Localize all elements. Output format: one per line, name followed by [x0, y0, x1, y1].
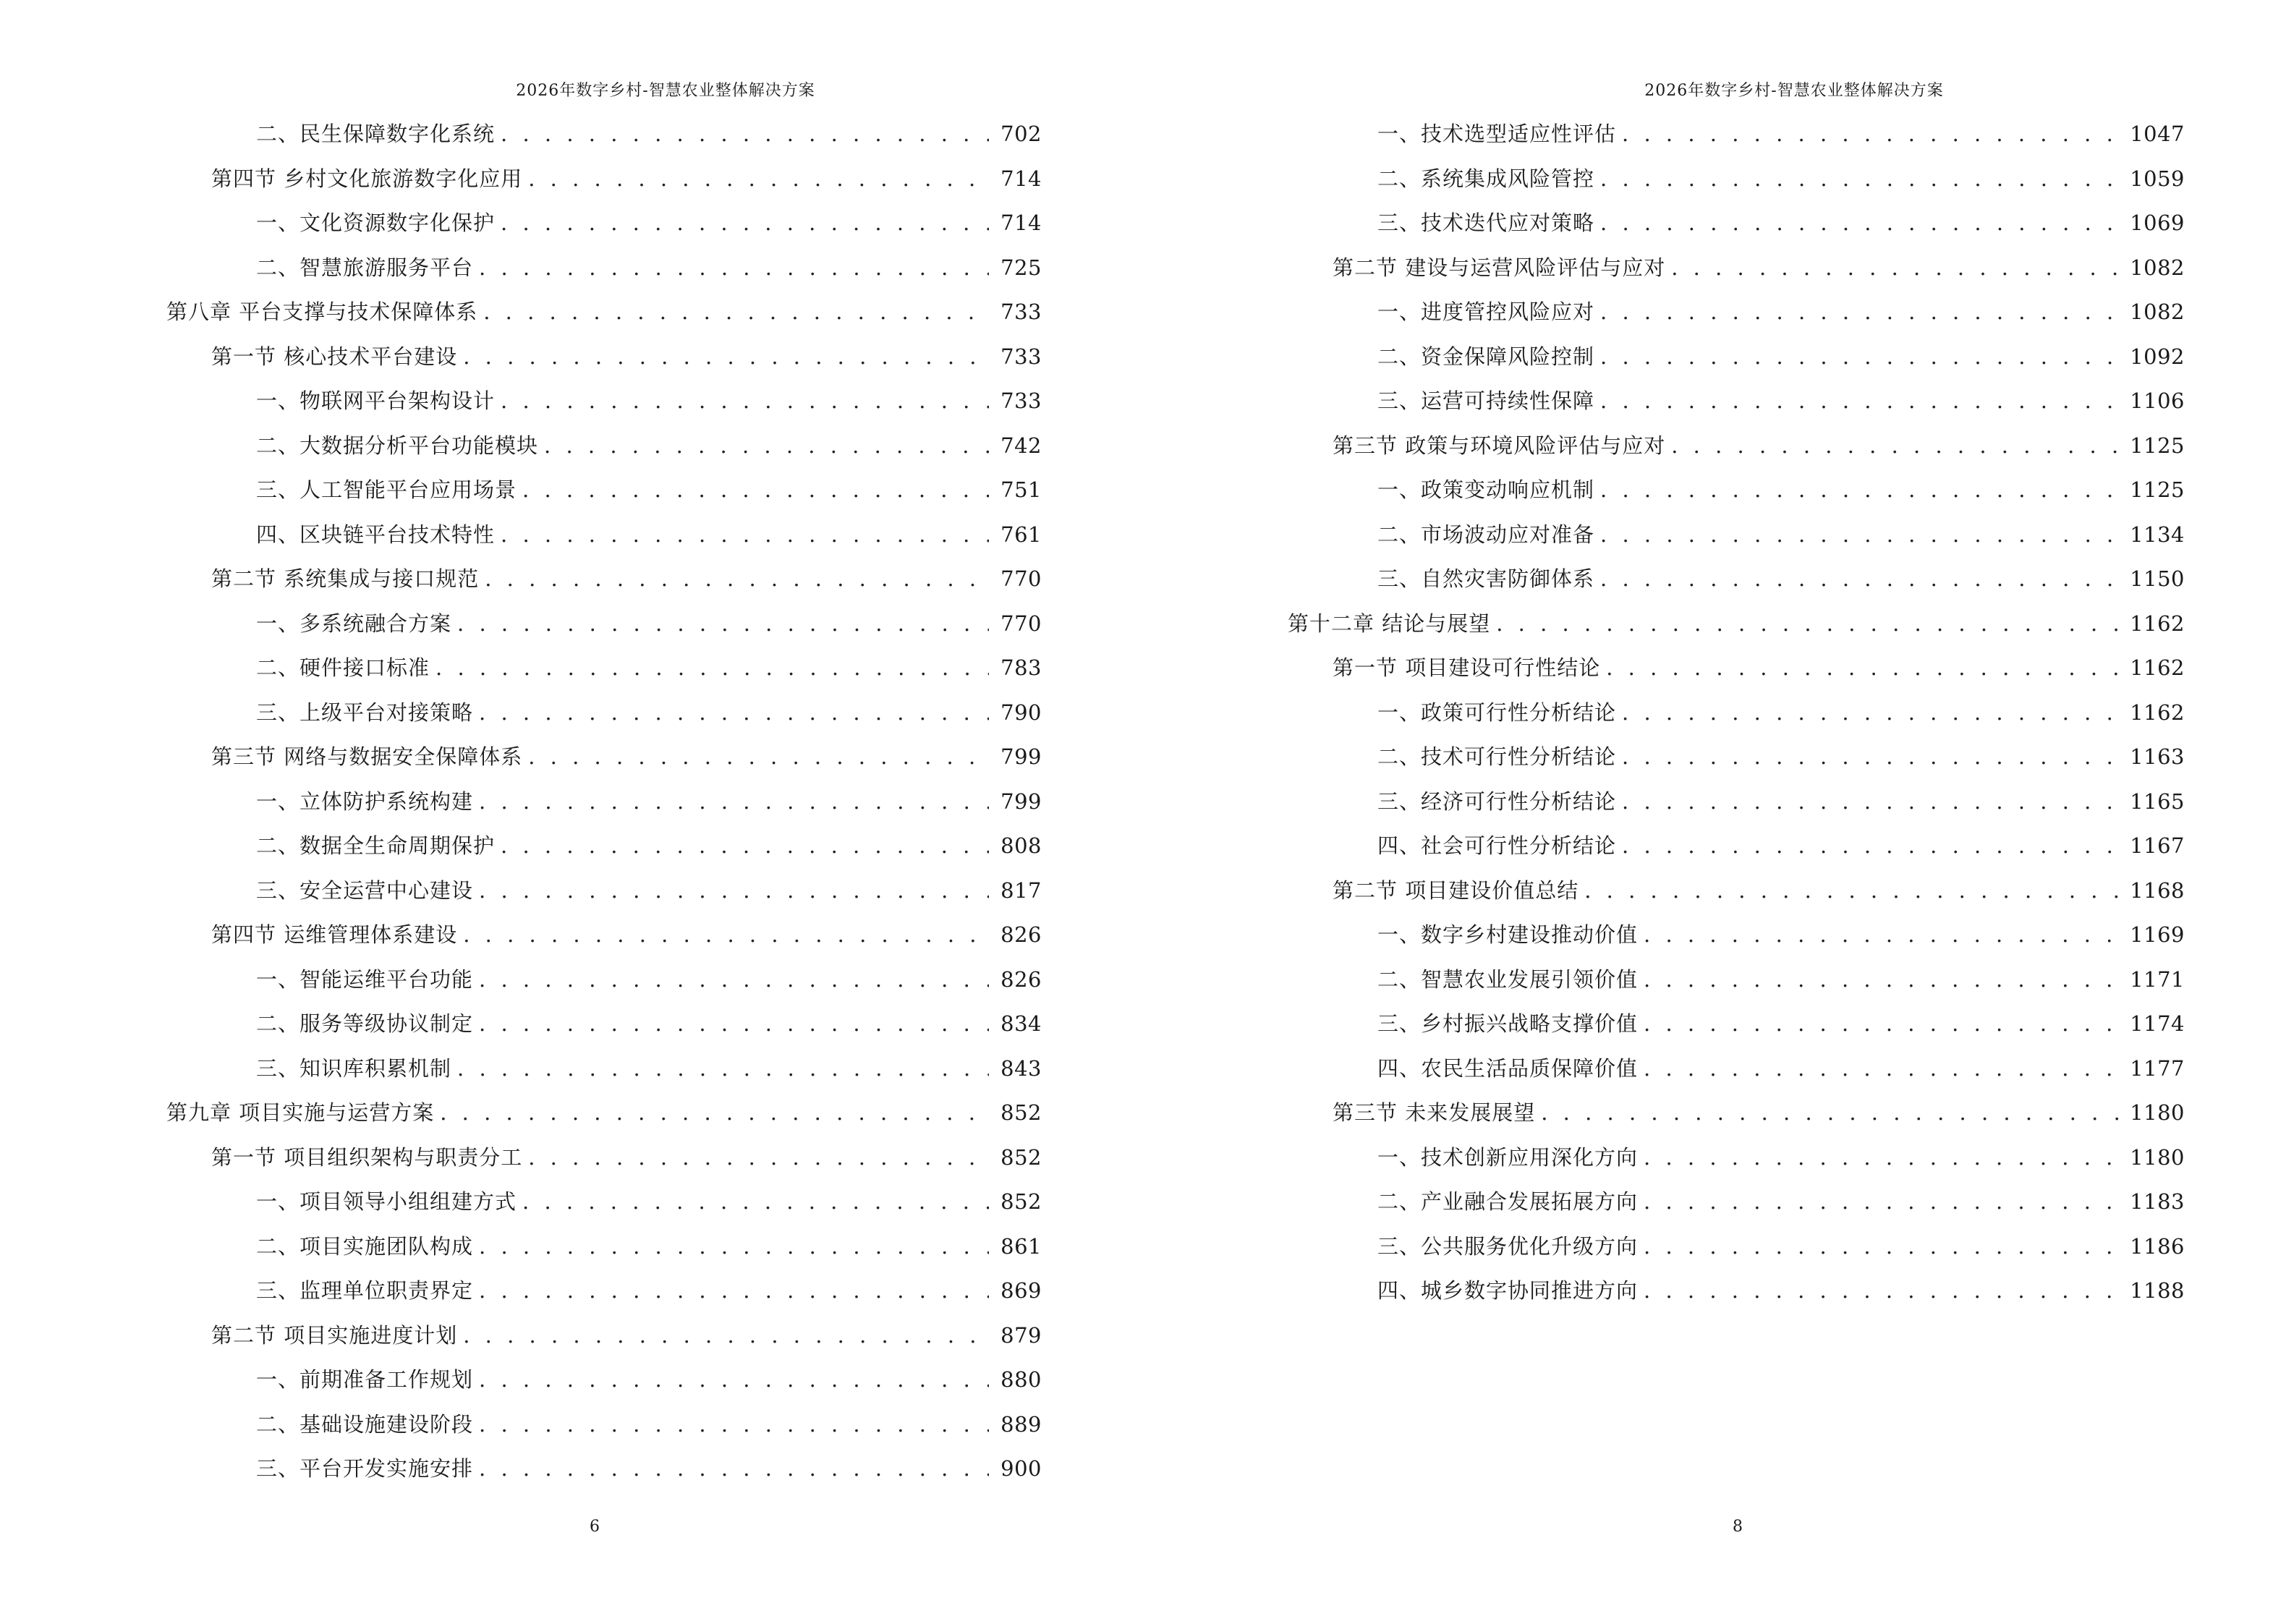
toc-entry-section[interactable]: [0, 917, 1042, 961]
toc-entry-page-number: 714: [1000, 166, 1042, 191]
dot-leader: [1644, 1228, 2118, 1264]
dot-leader: [440, 1094, 989, 1131]
toc-entry-item[interactable]: [1143, 205, 2185, 250]
toc-entry-page-number: 1150: [2130, 566, 2185, 591]
dot-leader: [1622, 828, 2118, 864]
toc-entry-title: 第八章 平台支撑与技术保障体系: [166, 299, 478, 324]
toc-entry-title: 三、经济可行性分析结论: [1377, 788, 1617, 814]
toc-entry-item[interactable]: [0, 428, 1042, 472]
toc-entry-page-number: 1082: [2130, 255, 2185, 280]
toc-entry-title: 二、服务等级协议制定: [256, 1011, 474, 1036]
toc-entry-section[interactable]: [1143, 428, 2185, 472]
dot-leader: [435, 650, 989, 686]
toc-entry-page-number: 1162: [2130, 655, 2185, 680]
toc-entry-page-number: 826: [1000, 922, 1042, 947]
toc-entry-page-number: 751: [1000, 477, 1042, 502]
toc-entry-page-number: 1134: [2130, 522, 2185, 547]
toc-entry-page-number: 1162: [2130, 611, 2185, 636]
running-header: 2026年数字乡村-智慧农业整体解决方案: [516, 82, 815, 100]
toc-entry-title: 一、智能运维平台功能: [256, 966, 474, 992]
toc-entry-item[interactable]: [0, 472, 1042, 516]
toc-entry-title: 三、人工智能平台应用场景: [256, 477, 517, 502]
dot-leader: [479, 1361, 989, 1398]
toc-entry-page-number: 1162: [2130, 700, 2185, 725]
toc-entry-item[interactable]: [1143, 472, 2185, 516]
dot-leader: [528, 1139, 989, 1176]
toc-entry-item[interactable]: [1143, 917, 2185, 961]
toc-entry-title: 第九章 项目实施与运营方案: [166, 1100, 435, 1125]
toc-entry-page-number: 1177: [2130, 1055, 2185, 1081]
toc-entry-title: 第四节 乡村文化旅游数字化应用: [211, 166, 523, 191]
dot-leader: [479, 1006, 989, 1042]
toc-entry-page-number: 761: [1000, 522, 1042, 547]
toc-entry-page-number: 852: [1000, 1144, 1042, 1170]
running-header: 2026年数字乡村-智慧农业整体解决方案: [1644, 82, 1944, 100]
toc-entry-title: 二、基础设施建设阶段: [256, 1411, 474, 1437]
toc-entry-title: 四、农民生活品质保障价值: [1377, 1055, 1639, 1081]
toc-entry-item[interactable]: [0, 694, 1042, 739]
dot-leader: [1600, 161, 2118, 197]
dot-leader: [522, 472, 989, 508]
toc-entry-title: 二、系统集成风险管控: [1377, 166, 1595, 191]
toc-entry-title: 二、市场波动应对准备: [1377, 522, 1595, 547]
toc-entry-section[interactable]: [1143, 872, 2185, 917]
dot-leader: [1644, 961, 2118, 998]
toc-entry-title: 四、社会可行性分析结论: [1377, 833, 1617, 858]
toc-entry-page-number: 783: [1000, 655, 1042, 680]
dot-leader: [1671, 250, 2118, 286]
toc-entry-item[interactable]: [0, 205, 1042, 250]
dot-leader: [1600, 561, 2118, 597]
toc-entry-title: 一、数字乡村建设推动价值: [1377, 922, 1639, 947]
toc-entry-page-number: 1188: [2130, 1278, 2185, 1303]
toc-entry-title: 第三节 未来发展展望: [1333, 1100, 1536, 1125]
dot-leader: [457, 605, 989, 642]
toc-entry-page-number: 714: [1000, 211, 1042, 235]
dot-leader: [1600, 294, 2118, 330]
dot-leader: [1644, 1272, 2118, 1309]
toc-entry-page-number: 1167: [2130, 833, 2185, 858]
toc-entry-title: 一、多系统融合方案: [256, 611, 452, 636]
dot-leader: [479, 1228, 989, 1264]
toc-entry-item[interactable]: [0, 1183, 1042, 1228]
toc-entry-title: 三、监理单位职责界定: [256, 1278, 474, 1303]
toc-entry-item[interactable]: [1143, 1228, 2185, 1273]
table-of-contents: [1143, 116, 2185, 1317]
toc-entry-section[interactable]: [0, 339, 1042, 383]
dot-leader: [1600, 339, 2118, 375]
dot-leader: [1600, 205, 2118, 241]
toc-entry-item[interactable]: [1143, 161, 2185, 205]
dot-leader: [528, 161, 989, 197]
dot-leader: [1496, 605, 2118, 642]
dot-leader: [501, 516, 989, 553]
toc-entry-page-number: 1165: [2130, 788, 2185, 814]
toc-entry-title: 第一节 项目组织架构与职责分工: [211, 1144, 523, 1170]
toc-entry-title: 二、数据全生命周期保护: [256, 833, 496, 858]
toc-entry-page-number: 879: [1000, 1322, 1042, 1348]
toc-entry-page-number: 826: [1000, 966, 1042, 992]
toc-entry-item[interactable]: [0, 650, 1042, 694]
toc-entry-title: 三、上级平台对接策略: [256, 700, 474, 725]
dot-leader: [501, 205, 989, 241]
dot-leader: [1644, 1006, 2118, 1042]
dot-leader: [1644, 917, 2118, 953]
toc-entry-item[interactable]: [0, 1450, 1042, 1495]
toc-entry-page-number: 799: [1000, 788, 1042, 814]
toc-entry-page-number: 880: [1000, 1367, 1042, 1392]
toc-entry-section[interactable]: [0, 1317, 1042, 1362]
toc-entry-section[interactable]: [1143, 1094, 2185, 1139]
toc-entry-item[interactable]: [1143, 516, 2185, 561]
toc-entry-item[interactable]: [1143, 339, 2185, 383]
dot-leader: [463, 1317, 989, 1353]
toc-entry-title: 第二节 建设与运营风险评估与应对: [1333, 255, 1666, 280]
toc-entry-item[interactable]: [1143, 783, 2185, 828]
toc-entry-title: 二、智慧旅游服务平台: [256, 255, 474, 280]
toc-entry-item[interactable]: [0, 1361, 1042, 1406]
dot-leader: [479, 961, 989, 998]
toc-entry-item[interactable]: [0, 783, 1042, 828]
toc-entry-chapter[interactable]: [0, 1094, 1042, 1139]
dot-leader: [479, 250, 989, 286]
toc-entry-page-number: 770: [1000, 611, 1042, 636]
toc-entry-item[interactable]: [1143, 383, 2185, 428]
toc-entry-title: 一、项目领导小组组建方式: [256, 1189, 517, 1214]
toc-entry-title: 第三节 网络与数据安全保障体系: [211, 744, 523, 769]
toc-entry-item[interactable]: [0, 383, 1042, 428]
toc-entry-page-number: 1069: [2130, 211, 2185, 235]
toc-entry-title: 一、政策变动响应机制: [1377, 477, 1595, 502]
toc-entry-title: 一、文化资源数字化保护: [256, 211, 496, 235]
dot-leader: [544, 428, 989, 464]
toc-entry-title: 二、产业融合发展拓展方向: [1377, 1189, 1639, 1214]
dot-leader: [1644, 1050, 2118, 1087]
toc-entry-item[interactable]: [1143, 1139, 2185, 1184]
toc-entry-chapter[interactable]: [1143, 605, 2185, 650]
toc-entry-item[interactable]: [0, 1006, 1042, 1050]
toc-entry-item[interactable]: [0, 116, 1042, 161]
toc-entry-item[interactable]: [0, 1406, 1042, 1451]
right-page: [1143, 0, 2286, 1624]
toc-entry-item[interactable]: [1143, 739, 2185, 783]
dot-leader: [1671, 428, 2118, 464]
toc-entry-item[interactable]: [0, 1050, 1042, 1095]
toc-entry-title: 一、政策可行性分析结论: [1377, 700, 1617, 725]
toc-entry-title: 二、大数据分析平台功能模块: [256, 433, 539, 458]
toc-entry-title: 第一节 项目建设可行性结论: [1333, 655, 1601, 680]
toc-entry-title: 第二节 系统集成与接口规范: [211, 566, 480, 591]
toc-entry-page-number: 1180: [2130, 1100, 2185, 1125]
toc-entry-title: 二、资金保障风险控制: [1377, 344, 1595, 369]
toc-entry-section[interactable]: [0, 739, 1042, 783]
toc-entry-section[interactable]: [1143, 650, 2185, 694]
dot-leader: [501, 383, 989, 419]
dot-leader: [463, 339, 989, 375]
toc-entry-page-number: 702: [1000, 122, 1042, 146]
toc-entry-page-number: 1171: [2130, 966, 2185, 992]
toc-entry-page-number: 1047: [2130, 122, 2185, 146]
toc-entry-page-number: 1125: [2130, 477, 2185, 502]
toc-entry-title: 第二节 项目建设价值总结: [1333, 877, 1579, 903]
toc-entry-title: 三、自然灾害防御体系: [1377, 566, 1595, 591]
toc-entry-title: 第四节 运维管理体系建设: [211, 922, 458, 947]
toc-entry-title: 第二节 项目实施进度计划: [211, 1322, 458, 1348]
dot-leader: [1606, 650, 2118, 686]
toc-entry-title: 三、知识库积累机制: [256, 1055, 452, 1081]
table-of-contents: [0, 116, 1042, 1495]
toc-entry-title: 四、区块链平台技术特性: [256, 522, 496, 547]
dot-leader: [1600, 472, 2118, 508]
toc-entry-page-number: 1180: [2130, 1144, 2185, 1170]
toc-entry-page-number: 808: [1000, 833, 1042, 858]
toc-entry-item[interactable]: [1143, 1183, 2185, 1228]
toc-entry-title: 一、物联网平台架构设计: [256, 388, 496, 413]
toc-entry-page-number: 817: [1000, 877, 1042, 903]
dot-leader: [479, 783, 989, 820]
toc-entry-item[interactable]: [0, 961, 1042, 1006]
dot-leader: [1600, 516, 2118, 553]
toc-entry-item[interactable]: [0, 605, 1042, 650]
toc-entry-page-number: 1092: [2130, 344, 2185, 369]
dot-leader: [1622, 116, 2118, 152]
toc-entry-page-number: 1186: [2130, 1233, 2185, 1259]
toc-entry-page-number: 799: [1000, 744, 1042, 769]
toc-entry-title: 三、乡村振兴战略支撑价值: [1377, 1011, 1639, 1036]
toc-entry-page-number: 1168: [2130, 877, 2185, 903]
dot-leader: [1622, 739, 2118, 775]
toc-entry-title: 三、公共服务优化升级方向: [1377, 1233, 1639, 1259]
toc-entry-title: 一、技术创新应用深化方向: [1377, 1144, 1639, 1170]
toc-entry-title: 一、技术选型适应性评估: [1377, 122, 1617, 146]
dot-leader: [501, 116, 989, 152]
dot-leader: [528, 739, 989, 775]
dot-leader: [501, 828, 989, 864]
toc-entry-title: 一、进度管控风险应对: [1377, 299, 1595, 324]
toc-entry-page-number: 1125: [2130, 433, 2185, 458]
dot-leader: [1622, 783, 2118, 820]
toc-entry-item[interactable]: [1143, 1006, 2185, 1050]
toc-entry-title: 二、硬件接口标准: [256, 655, 430, 680]
toc-entry-page-number: 834: [1000, 1011, 1042, 1036]
toc-entry-item[interactable]: [1143, 561, 2185, 605]
toc-entry-item[interactable]: [1143, 694, 2185, 739]
dot-leader: [1622, 694, 2118, 731]
toc-entry-title: 二、民生保障数字化系统: [256, 122, 496, 146]
dot-leader: [483, 294, 989, 330]
toc-entry-title: 二、项目实施团队构成: [256, 1233, 474, 1259]
dot-leader: [479, 1272, 989, 1309]
toc-entry-item[interactable]: [1143, 294, 2185, 339]
toc-entry-title: 二、技术可行性分析结论: [1377, 744, 1617, 769]
toc-entry-page-number: 725: [1000, 255, 1042, 280]
toc-entry-item[interactable]: [1143, 828, 2185, 872]
toc-entry-page-number: 843: [1000, 1055, 1042, 1081]
toc-entry-page-number: 1106: [2130, 388, 2185, 413]
dot-leader: [1541, 1094, 2118, 1131]
toc-entry-item[interactable]: [0, 516, 1042, 561]
toc-entry-item[interactable]: [0, 1228, 1042, 1273]
toc-entry-title: 第一节 核心技术平台建设: [211, 344, 458, 369]
dot-leader: [479, 1450, 989, 1487]
page-number: 6: [590, 1518, 600, 1536]
toc-entry-page-number: 861: [1000, 1233, 1042, 1259]
toc-entry-page-number: 1183: [2130, 1189, 2185, 1214]
toc-entry-page-number: 770: [1000, 566, 1042, 591]
dot-leader: [479, 1406, 989, 1442]
toc-entry-title: 第三节 政策与环境风险评估与应对: [1333, 433, 1666, 458]
toc-entry-title: 三、技术迭代应对策略: [1377, 211, 1595, 235]
toc-entry-page-number: 1163: [2130, 744, 2185, 769]
toc-entry-section[interactable]: [0, 561, 1042, 605]
toc-entry-title: 二、智慧农业发展引领价值: [1377, 966, 1639, 992]
toc-entry-page-number: 733: [1000, 344, 1042, 369]
toc-entry-title: 三、运营可持续性保障: [1377, 388, 1595, 413]
dot-leader: [522, 1183, 989, 1220]
toc-entry-page-number: 742: [1000, 433, 1042, 458]
toc-entry-item[interactable]: [0, 828, 1042, 872]
toc-entry-item[interactable]: [0, 872, 1042, 917]
toc-entry-item[interactable]: [1143, 1272, 2185, 1317]
toc-entry-page-number: 1174: [2130, 1011, 2185, 1036]
toc-entry-item[interactable]: [1143, 961, 2185, 1006]
toc-entry-item[interactable]: [1143, 116, 2185, 161]
dot-leader: [485, 561, 989, 597]
toc-entry-title: 四、城乡数字协同推进方向: [1377, 1278, 1639, 1303]
toc-entry-page-number: 733: [1000, 299, 1042, 324]
dot-leader: [457, 1050, 989, 1087]
toc-entry-title: 一、立体防护系统构建: [256, 788, 474, 814]
toc-entry-section[interactable]: [0, 161, 1042, 205]
dot-leader: [479, 694, 989, 731]
toc-entry-page-number: 1169: [2130, 922, 2185, 947]
toc-entry-page-number: 852: [1000, 1189, 1042, 1214]
toc-entry-page-number: 900: [1000, 1456, 1042, 1481]
dot-leader: [1644, 1183, 2118, 1220]
toc-entry-item[interactable]: [0, 250, 1042, 294]
toc-entry-page-number: 852: [1000, 1100, 1042, 1125]
toc-entry-page-number: 1082: [2130, 299, 2185, 324]
toc-entry-chapter[interactable]: [0, 294, 1042, 339]
dot-leader: [1600, 383, 2118, 419]
dot-leader: [1644, 1139, 2118, 1176]
toc-entry-section[interactable]: [0, 1139, 1042, 1184]
page-number: 8: [1733, 1518, 1743, 1536]
toc-entry-section[interactable]: [1143, 250, 2185, 294]
toc-entry-title: 一、前期准备工作规划: [256, 1367, 474, 1392]
toc-entry-page-number: 889: [1000, 1411, 1042, 1437]
toc-entry-page-number: 733: [1000, 388, 1042, 413]
toc-entry-page-number: 869: [1000, 1278, 1042, 1303]
toc-entry-item[interactable]: [1143, 1050, 2185, 1095]
toc-entry-title: 三、安全运营中心建设: [256, 877, 474, 903]
dot-leader: [479, 872, 989, 909]
toc-entry-page-number: 790: [1000, 700, 1042, 725]
dot-leader: [463, 917, 989, 953]
dot-leader: [1584, 872, 2118, 909]
toc-entry-title: 第十二章 结论与展望: [1288, 611, 1491, 636]
toc-entry-page-number: 1059: [2130, 166, 2185, 191]
toc-entry-item[interactable]: [0, 1272, 1042, 1317]
toc-entry-title: 三、平台开发实施安排: [256, 1456, 474, 1481]
